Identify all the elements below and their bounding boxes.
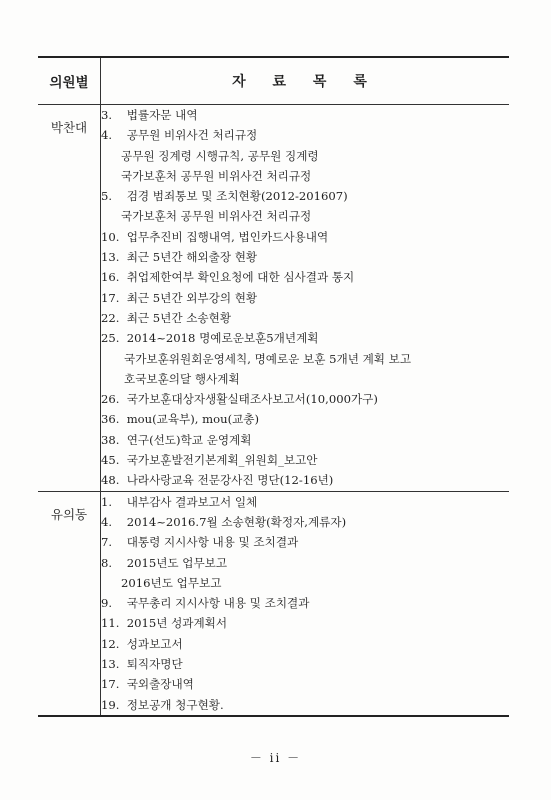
list-item	[101, 267, 509, 287]
item-number: 17.	[101, 677, 120, 692]
item-number: 7.	[101, 535, 113, 550]
document-list-table	[38, 56, 509, 717]
list-item	[101, 389, 509, 409]
item-text: 퇴직자명단	[126, 657, 183, 672]
item-number: 1.	[101, 494, 113, 509]
item-text: 연구(선도)학교 운영계획	[126, 432, 252, 447]
item-text: 업무추진비 집행내역, 법인카드사용내역	[126, 229, 329, 244]
list-item	[101, 470, 509, 490]
item-number: 13.	[101, 657, 120, 672]
member-name: 유의동	[50, 506, 88, 522]
item-text: 2014~2016.7월 소송현황(확정자,계류자)	[126, 514, 347, 529]
member-cell	[38, 105, 101, 492]
item-number: 16.	[101, 270, 120, 285]
list-item	[101, 512, 509, 532]
table-row	[38, 491, 509, 716]
list-item	[101, 430, 509, 450]
header-document-list: 자 료 목 록	[101, 57, 510, 105]
item-number: 48.	[101, 473, 120, 488]
list-subitem: 국가보훈위원회운영세칙, 명예로운 보훈 5개년 계획 보고	[124, 351, 412, 366]
item-text: 최근 5년간 외부강의 현황	[126, 290, 258, 305]
item-number: 12.	[101, 636, 120, 651]
list-item	[101, 553, 509, 573]
item-text: 검경 범죄통보 및 조치현황(2012-201607)	[126, 189, 348, 204]
list-item	[101, 695, 509, 715]
item-number: 13.	[101, 250, 120, 265]
list-item	[101, 532, 509, 552]
item-number: 3.	[101, 108, 113, 122]
item-text: 성과보고서	[126, 636, 183, 651]
item-number: 17.	[101, 290, 120, 305]
item-text: 국가보훈발전기본계획_위원회_보고안	[126, 453, 318, 468]
item-number: 19.	[101, 697, 120, 712]
list-item	[101, 409, 509, 429]
item-text: 법률자문 내역	[126, 108, 198, 122]
list-item	[101, 186, 509, 206]
list-item	[101, 654, 509, 674]
list-subitem: 호국보훈의달 행사계획	[124, 371, 240, 386]
item-number: 22.	[101, 310, 120, 325]
list-item	[101, 288, 509, 308]
list-item	[101, 227, 509, 247]
header-member: 의원별	[38, 57, 101, 105]
list-subitem: 공무원 징계령 시행규칙, 공무원 징계령	[121, 148, 319, 163]
member-name: 박찬대	[50, 120, 88, 135]
item-text: 국무총리 지시사항 내용 및 조치결과	[126, 596, 310, 611]
table-body	[38, 105, 509, 716]
item-text: 최근 5년간 소송현황	[126, 310, 232, 325]
list-subitem: 국가보훈처 공무원 비위사건 처리규정	[121, 209, 312, 224]
item-text: 취업제한여부 확인요청에 대한 심사결과 통지	[126, 270, 355, 285]
item-number: 45.	[101, 453, 120, 468]
member-cell	[38, 491, 101, 716]
item-number: 9.	[101, 596, 113, 611]
item-number: 10.	[101, 229, 120, 244]
item-text: 국외출장내역	[126, 677, 194, 692]
list-item	[101, 450, 509, 470]
list-subitem: 2016년도 업무보고	[121, 575, 222, 590]
item-text: 2015년 성과계획서	[126, 616, 228, 631]
document-list-cell	[101, 491, 510, 716]
item-number: 38.	[101, 432, 120, 447]
item-number: 36.	[101, 412, 120, 427]
list-subitem: 국가보훈처 공무원 비위사건 처리규정	[121, 168, 312, 183]
item-text: 2014~2018 명예로운보훈5개년계획	[126, 331, 319, 346]
item-text: mou(교육부), mou(교총)	[126, 412, 260, 427]
item-number: 8.	[101, 555, 113, 570]
item-text: 대통령 지시사항 내용 및 조치결과	[126, 535, 299, 550]
item-text: 나라사랑교육 전문강사진 명단(12-16년)	[126, 473, 334, 488]
item-text: 정보공개 청구현황.	[126, 697, 224, 712]
document-list-cell	[101, 105, 510, 492]
item-text: 공무원 비위사건 처리규정	[126, 128, 258, 143]
list-item	[101, 492, 509, 512]
list-item	[101, 634, 509, 654]
item-number: 4.	[101, 514, 113, 529]
item-number: 26.	[101, 392, 120, 407]
item-text: 국가보훈대상자생활실태조사보고서(10,000가구)	[126, 392, 378, 407]
list-item	[101, 674, 509, 694]
list-item	[101, 125, 509, 145]
page-number: － ii －	[249, 751, 302, 765]
item-number: 4.	[101, 128, 113, 143]
list-item	[101, 613, 509, 633]
list-item	[101, 105, 509, 125]
item-text: 최근 5년간 해외출장 현황	[126, 250, 258, 265]
list-item	[101, 247, 509, 267]
table-row	[38, 105, 509, 492]
list-item	[101, 593, 509, 613]
item-number: 5.	[101, 189, 113, 204]
item-text: 2015년도 업무보고	[126, 555, 228, 570]
item-text: 내부감사 결과보고서 일체	[126, 494, 258, 509]
item-number: 25.	[101, 331, 120, 346]
list-item	[101, 328, 509, 348]
list-item	[101, 308, 509, 328]
item-number: 11.	[101, 616, 120, 631]
